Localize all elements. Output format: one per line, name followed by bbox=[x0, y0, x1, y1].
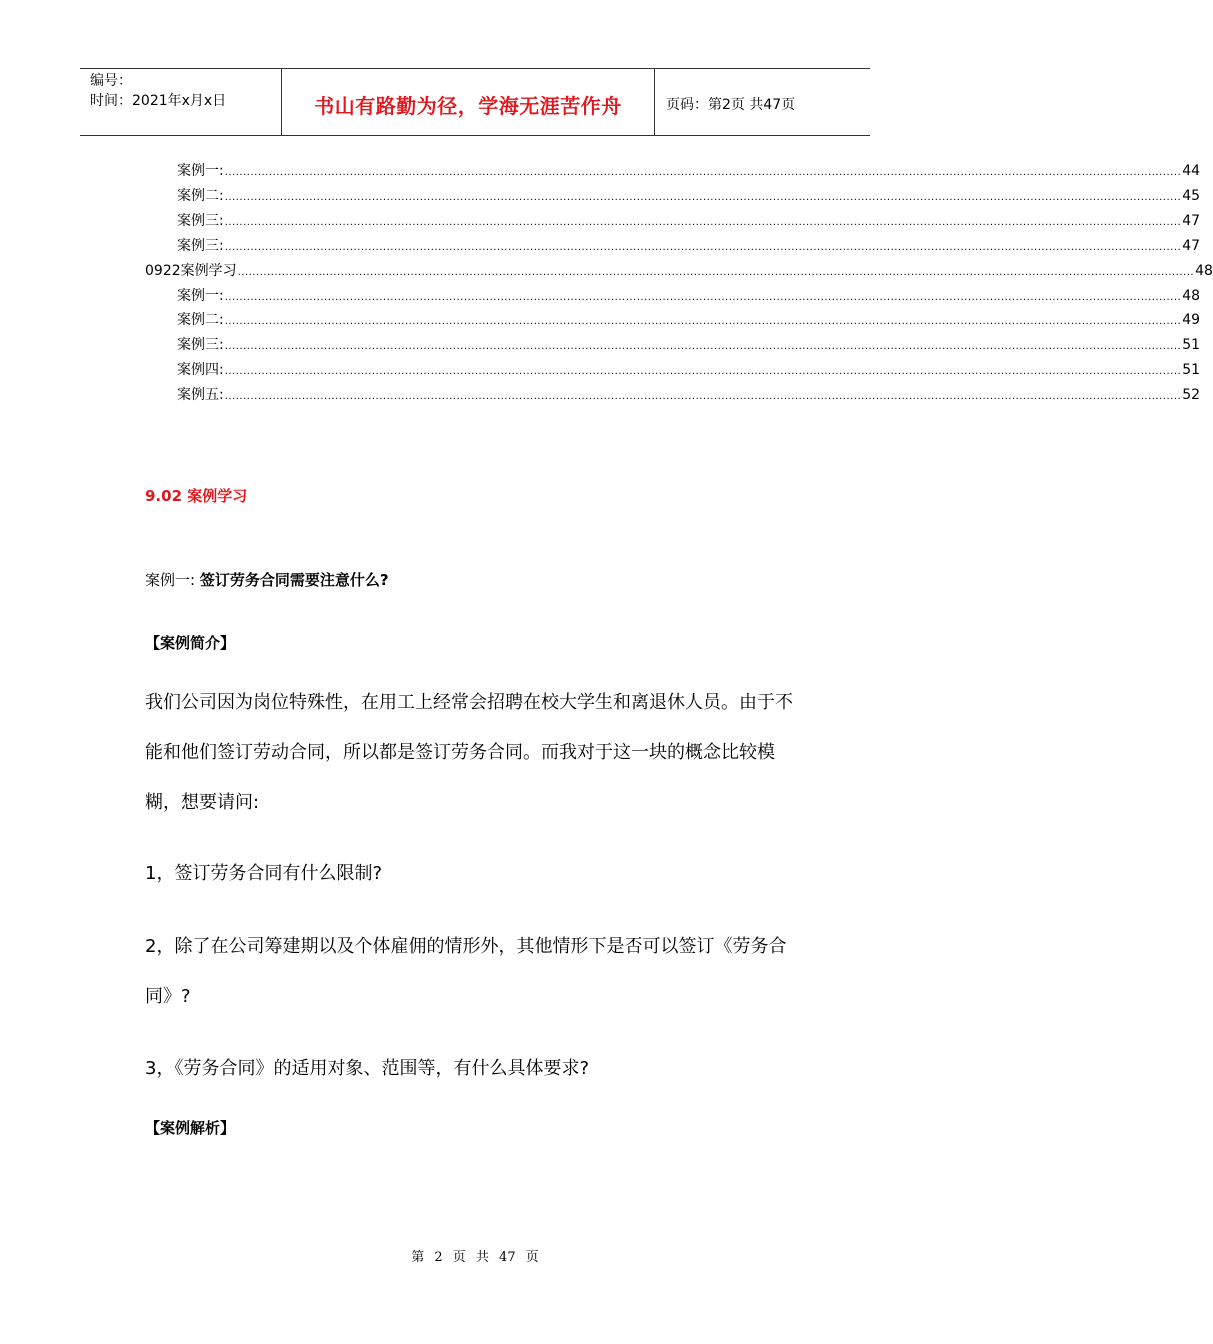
toc-entry-page: 52 bbox=[1182, 387, 1201, 404]
toc-entry-label: 案例五: bbox=[177, 387, 224, 404]
header-bottom-border bbox=[80, 135, 870, 136]
section-title: 9.02 案例学习 bbox=[145, 487, 248, 505]
toc-entry[interactable] bbox=[177, 159, 1201, 183]
case-heading: 签订劳务合同需要注意什么? bbox=[199, 571, 389, 589]
paragraph-intro: 我们公司因为岗位特殊性，在用工上经常会招聘在校大学生和离退休人员。由于不能和他们签订劳动合同，所以都是签订劳务合同。而我对于这一块的概念比较模糊，想要请问: bbox=[145, 692, 793, 813]
toc-entry[interactable] bbox=[177, 284, 1201, 308]
page-footer: 第 2 页 共 47 页 bbox=[411, 1250, 539, 1265]
toc-entry[interactable] bbox=[177, 184, 1201, 208]
paragraph-question-2: 2，除了在公司筹建期以及个体雇佣的情形外，其他情形下是否可以签订《劳务合同》? bbox=[145, 936, 787, 1007]
toc-entry-page: 49 bbox=[1182, 312, 1201, 329]
toc-leader-dots: .................................................................................................................................................................................................................................................................... bbox=[224, 366, 1182, 378]
analysis-heading: 【案例解析】 bbox=[145, 1119, 236, 1137]
toc-entry-page: 45 bbox=[1182, 187, 1201, 204]
toc-entry-page: 44 bbox=[1182, 163, 1201, 179]
toc-entry-label: 案例三: bbox=[177, 212, 224, 229]
toc-entry-label: 案例一: bbox=[177, 287, 224, 304]
toc-leader-dots: .................................................................................................................................................................................................................................................................... bbox=[224, 291, 1182, 303]
toc-entry-page: 48 bbox=[1182, 287, 1201, 304]
toc-entry[interactable] bbox=[177, 383, 1201, 407]
toc-entry-page: 51 bbox=[1182, 362, 1201, 379]
toc-entry[interactable] bbox=[177, 209, 1201, 233]
toc-entry-label: 案例四: bbox=[177, 362, 224, 379]
toc-leader-dots: .................................................................................................................................................................................................................................................................... bbox=[224, 341, 1182, 353]
case-prefix: 案例一: bbox=[145, 571, 196, 589]
toc-entry-label: 案例三: bbox=[177, 237, 224, 254]
paragraph-question-1: 1，签订劳务合同有什么限制? bbox=[145, 863, 383, 884]
toc-entry-label: 案例一: bbox=[177, 163, 224, 179]
header-page-info: 页码：第2页 共47页 bbox=[666, 97, 796, 113]
toc-entry-page: 48 bbox=[1195, 262, 1213, 279]
header-left-cell bbox=[90, 71, 226, 111]
paragraph-question-3: 3，《劳务合同》的适用对象、范围等，有什么具体要求? bbox=[145, 1058, 590, 1079]
toc-entry-label: 案例二: bbox=[177, 312, 224, 329]
toc-leader-dots: .................................................................................................................................................................................................................................................................... bbox=[237, 266, 1195, 278]
toc-entry-page: 51 bbox=[1182, 337, 1201, 354]
header-motto: 书山有路勤为径，学海无涯苦作舟 bbox=[314, 94, 622, 118]
toc-entry[interactable] bbox=[145, 259, 1213, 283]
toc-leader-dots: .................................................................................................................................................................................................................................................................... bbox=[224, 167, 1182, 178]
toc-leader-dots: .................................................................................................................................................................................................................................................................... bbox=[224, 316, 1182, 328]
toc-entry-label: 0922案例学习 bbox=[145, 262, 237, 279]
case-title bbox=[145, 569, 389, 590]
header-date-label: 时间：2021年x月x日 bbox=[90, 93, 227, 109]
toc-entry[interactable] bbox=[177, 308, 1201, 332]
toc-entry[interactable] bbox=[177, 234, 1201, 258]
toc-entry-page: 47 bbox=[1182, 212, 1201, 229]
toc-entry-page: 47 bbox=[1182, 237, 1201, 254]
toc-entry[interactable] bbox=[177, 358, 1201, 382]
header-top-border bbox=[80, 68, 870, 69]
intro-heading: 【案例简介】 bbox=[145, 634, 236, 652]
toc-leader-dots: .................................................................................................................................................................................................................................................................... bbox=[224, 216, 1182, 228]
header-divider-right bbox=[654, 68, 655, 136]
toc-entry-label: 案例三: bbox=[177, 337, 224, 354]
toc-leader-dots: .................................................................................................................................................................................................................................................................... bbox=[224, 241, 1182, 253]
toc-leader-dots: .................................................................................................................................................................................................................................................................... bbox=[224, 391, 1182, 403]
toc-entry-label: 案例二: bbox=[177, 187, 224, 204]
header-number-label: 编号： bbox=[90, 73, 132, 89]
toc-entry[interactable] bbox=[177, 333, 1201, 357]
toc-leader-dots: .................................................................................................................................................................................................................................................................... bbox=[224, 191, 1182, 203]
